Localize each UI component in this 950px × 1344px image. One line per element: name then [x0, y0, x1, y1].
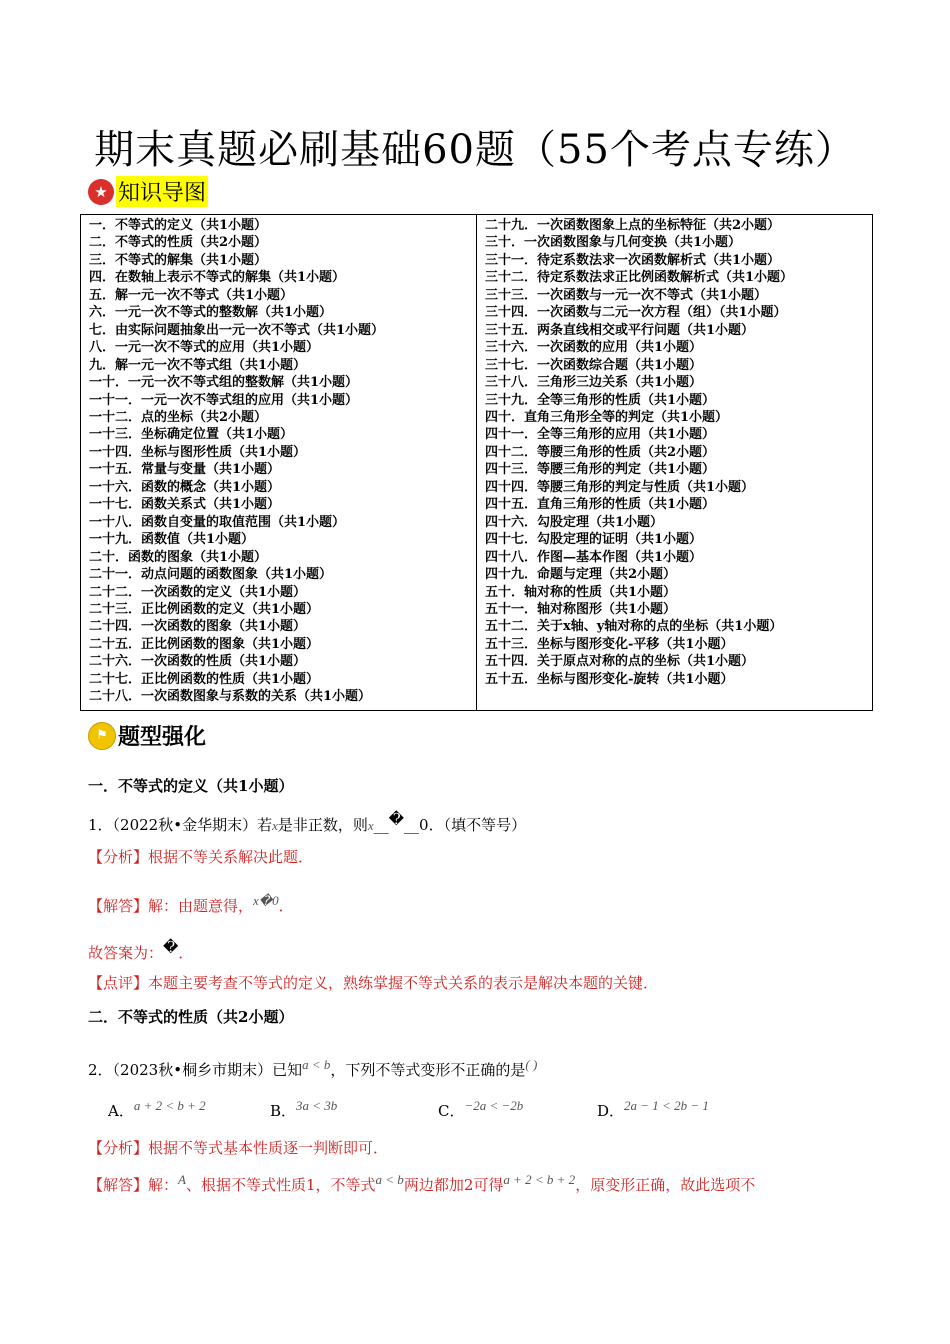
topic-heading: 一．不等式的定义（共1小题）	[88, 777, 294, 795]
solution-tag: 【解答】	[88, 897, 149, 915]
solution-text: ．	[278, 897, 294, 915]
topic-index-item: 二十四．一次函数的图象（共1小题）	[89, 619, 307, 635]
topic-index-item: 一十七．函数关系式（共1小题）	[89, 497, 281, 513]
topic-index-item: 四十六．勾股定理（共1小题）	[485, 514, 664, 530]
topic-index-item: 五十．轴对称的性质（共1小题）	[485, 584, 677, 600]
topic-index-item: 一十四．坐标与图形性质（共1小题）	[89, 444, 307, 460]
flag-icon: ⚑	[88, 722, 116, 750]
topic-index-item: 二十．函数的图象（共1小题）	[89, 549, 268, 565]
analysis-2	[88, 1137, 388, 1158]
topic-index-item: 三十五．两条直线相交或平行问题（共1小题）	[485, 322, 755, 338]
solution-tag: 【解答】	[88, 1176, 149, 1194]
topic-index-right-column	[477, 215, 873, 711]
topic-index-item: 二．不等式的性质（共2小题）	[89, 235, 268, 251]
practice-heading	[88, 720, 206, 751]
topic-index-item: 三十二．待定系数法求正比例函数解析式（共1小题）	[485, 270, 794, 286]
question-text: __0．（填不等号）	[404, 816, 527, 834]
topic-index-item: 二十五．正比例函数的图象（共1小题）	[89, 636, 320, 652]
star-icon: ★	[88, 179, 114, 205]
topic-heading: 二．不等式的性质（共2小题）	[88, 1008, 294, 1026]
analysis-1	[88, 846, 313, 867]
solution-text: 解：	[148, 1176, 179, 1194]
topic-index-item: 三十．一次函数图象与几何变换（共1小题）	[485, 235, 742, 251]
option-label: B．	[270, 1102, 297, 1120]
topic-index-item: 五十五．坐标与图形变化-旋转（共1小题）	[485, 671, 734, 687]
topic-index-item: 四十一．全等三角形的应用（共1小题）	[485, 427, 716, 443]
topic-index-item: 三十六．一次函数的应用（共1小题）	[485, 340, 703, 356]
topic-index-item: 七．由实际问题抽象出一元一次不等式（共1小题）	[89, 322, 385, 338]
final-answer-text: ．	[178, 944, 194, 962]
topic-index-item: 四十七．勾股定理的证明（共1小题）	[485, 532, 703, 548]
analysis-text: 根据不等关系解决此题．	[148, 848, 314, 866]
option-label: D．	[597, 1102, 625, 1120]
topic-index-item: 二十三．正比例函数的定义（共1小题）	[89, 601, 320, 617]
final-answer-text: 故答案为：	[88, 944, 164, 962]
math-expression: a + 2 < b + 2	[503, 1172, 576, 1187]
topic-index-item: 一十三．坐标确定位置（共1小题）	[89, 427, 294, 443]
page-title: 期末真题必刷基础60题（55个考点专练）	[94, 127, 856, 173]
knowledge-map-heading	[88, 176, 208, 207]
topic-index-item: 八．一元一次不等式的应用（共1小题）	[89, 340, 320, 356]
topic-index-item: 四十四．等腰三角形的判定与性质（共1小题）	[485, 479, 755, 495]
analysis-tag: 【分析】	[88, 848, 149, 866]
option-b	[270, 1098, 337, 1121]
topic-index-item: 四十五．直角三角形的性质（共1小题）	[485, 497, 716, 513]
math-expression: x	[367, 818, 374, 833]
topic-index-item: 四十．直角三角形全等的判定（共1小题）	[485, 409, 729, 425]
comment-text: 本题主要考查不等式的定义，熟练掌握不等式关系的表示是解决本题的关键．	[148, 974, 659, 992]
topic-index-item: 一十二．点的坐标（共2小题）	[89, 409, 268, 425]
topic-index-item: 四十三．等腰三角形的判定（共1小题）	[485, 462, 716, 478]
analysis-text: 根据不等式基本性质逐一判断即可．	[148, 1139, 389, 1157]
topic-index-item: 二十九．一次函数图象上点的坐标特征（共2小题）	[485, 218, 781, 233]
final-answer-1	[88, 938, 193, 963]
topic-index-item: 三十九．全等三角形的性质（共1小题）	[485, 392, 716, 408]
option-d	[597, 1098, 709, 1121]
topic-index-item: 一十八．函数自变量的取值范围（共1小题）	[89, 514, 346, 530]
solution-text: 解：由题意得，	[148, 897, 254, 915]
topic-index-table	[80, 214, 873, 711]
topic-index-item: 九．解一元一次不等式组（共1小题）	[89, 357, 307, 373]
analysis-tag: 【分析】	[88, 1139, 149, 1157]
topic-index-item: 四十九．命题与定理（共2小题）	[485, 567, 677, 583]
topic-index-item: 三十一．待定系数法求一次函数解析式（共1小题）	[485, 252, 781, 268]
comment-1	[88, 972, 658, 993]
topic-index-item: 四．在数轴上表示不等式的解集（共1小题）	[89, 270, 346, 286]
question-text: ，下列不等式变形不正确的是	[330, 1061, 526, 1079]
topic-index-item: 一十一．一元一次不等式组的应用（共1小题）	[89, 392, 359, 408]
topic-index-item: 三十八．三角形三边关系（共1小题）	[485, 375, 703, 391]
option-expression: 2a − 1 < 2b − 1	[624, 1098, 709, 1113]
solution-1	[88, 893, 294, 916]
comment-tag: 【点评】	[88, 974, 149, 992]
topic-index-item: 二十一．动点问题的函数图象（共1小题）	[89, 567, 333, 583]
topic-index-item: 四十二．等腰三角形的性质（共2小题）	[485, 444, 716, 460]
topic-index-item: 一十九．函数值（共1小题）	[89, 532, 255, 548]
topic-index-item: 五十四．关于原点对称的点的坐标（共1小题）	[485, 654, 755, 670]
topic-index-item: 二十二．一次函数的定义（共1小题）	[89, 584, 307, 600]
solution-text: ，原变形正确，故此选项不	[575, 1176, 756, 1194]
question-2	[88, 1057, 537, 1080]
topic-index-item: 二十六．一次函数的性质（共1小题）	[89, 654, 307, 670]
answer-parentheses: ( )	[525, 1057, 538, 1072]
option-expression: a + 2 < b + 2	[133, 1098, 206, 1113]
solution-text: 两边都加2可得	[403, 1176, 504, 1194]
option-a	[108, 1098, 206, 1121]
topic-index-item: 五十二．关于x轴、y轴对称的点的坐标（共1小题）	[485, 619, 783, 635]
math-expression: a < b	[375, 1172, 404, 1187]
math-expression: A	[178, 1172, 186, 1187]
topic-index-item: 五十三．坐标与图形变化-平移（共1小题）	[485, 636, 734, 652]
topic-index-item: 三十三．一次函数与一元一次不等式（共1小题）	[485, 287, 768, 303]
topic-index-item: 二十八．一次函数图象与系数的关系（共1小题）	[89, 689, 372, 705]
option-label: A．	[108, 1102, 134, 1120]
topic-index-item: 一十五．常量与变量（共1小题）	[89, 462, 281, 478]
topic-index-item: 三十四．一次函数与二元一次方程（组）（共1小题）	[485, 305, 787, 321]
option-label: C．	[438, 1102, 465, 1120]
math-expression: a < b	[302, 1057, 331, 1072]
topic-index-item: 四十八．作图—基本作图（共1小题）	[485, 549, 703, 565]
topic-index-item: 三十七．一次函数综合题（共1小题）	[485, 357, 703, 373]
solution-2	[88, 1172, 755, 1195]
solution-text: 、根据不等式性质1，不等式	[185, 1176, 376, 1194]
option-expression: 3a < 3b	[296, 1098, 338, 1113]
math-expression: x�0	[253, 893, 279, 908]
topic-index-item: 二十七．正比例函数的性质（共1小题）	[89, 671, 320, 687]
math-expression: x	[272, 818, 278, 833]
option-expression: −2a < −2b	[464, 1098, 524, 1113]
topic-index-item: 五十一．轴对称图形（共1小题）	[485, 601, 677, 617]
question-1	[88, 810, 526, 835]
missing-symbol: �	[388, 810, 405, 828]
topic-index-item: 六．一元一次不等式的整数解（共1小题）	[89, 305, 333, 321]
topic-index-item: 五．解一元一次不等式（共1小题）	[89, 287, 294, 303]
topic-index-item: 一十六．函数的概念（共1小题）	[89, 479, 281, 495]
question-text: 是非正数，则	[277, 816, 368, 834]
question-text: 2．（2023秋•桐乡市期末）已知	[88, 1061, 303, 1079]
topic-index-item: 一十．一元一次不等式组的整数解（共1小题）	[89, 375, 359, 391]
option-c	[438, 1098, 523, 1121]
topic-index-item: 三．不等式的解集（共1小题）	[89, 252, 268, 268]
topic-index-left-column	[81, 215, 477, 711]
missing-symbol: �	[163, 938, 179, 956]
question-text: 1．（2022秋•金华期末）若	[88, 816, 273, 834]
topic-index-item: 一．不等式的定义（共1小题）	[89, 218, 268, 233]
knowledge-map-label: 知识导图	[116, 176, 208, 207]
answer-blank: __	[373, 816, 389, 834]
practice-label: 题型强化	[118, 724, 207, 750]
